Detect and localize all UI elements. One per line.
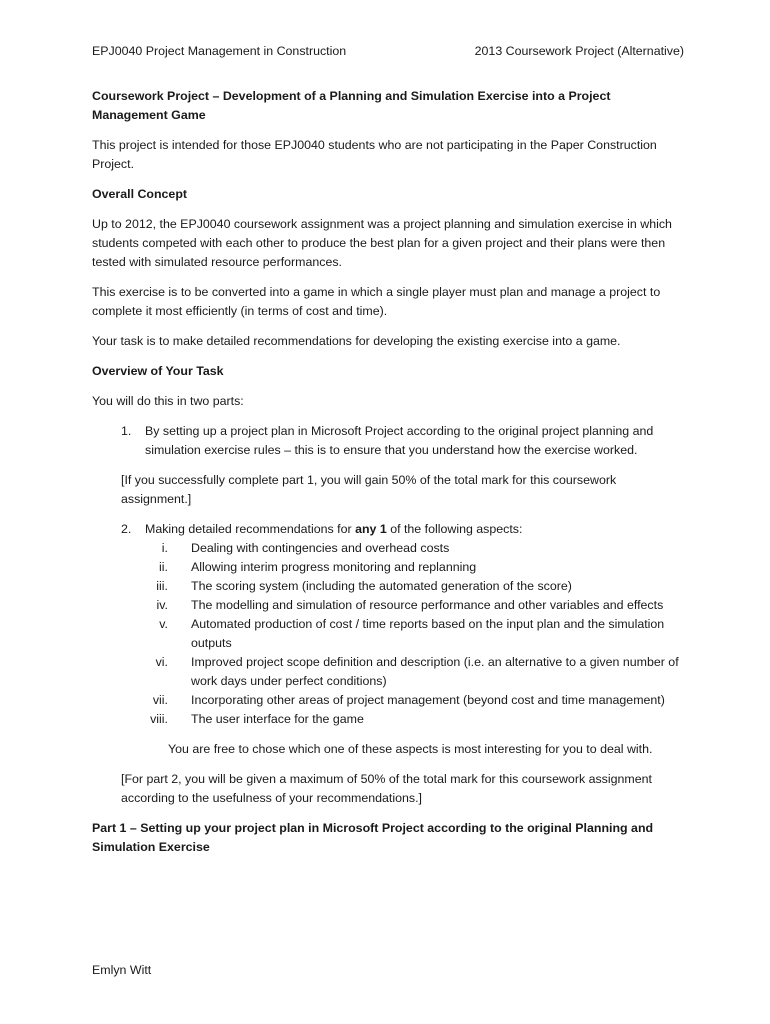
list-item-text: The modelling and simulation of resource performance and other variables and effects xyxy=(191,598,664,612)
list-item xyxy=(92,710,684,729)
concept-paragraph-3: Your task is to make detailed recommendations for developing the existing exercise into a game. xyxy=(92,334,621,348)
overview-heading: Overview of Your Task xyxy=(92,364,224,378)
part-2-text-before: Making detailed recommendations for xyxy=(145,522,356,536)
part-2-number: 2. xyxy=(121,522,132,536)
part-2-item xyxy=(92,520,684,539)
part-1-section-heading: Part 1 – Setting up your project plan in Microsoft Project according to the original Planning and Simulation Exercise xyxy=(92,821,654,854)
list-item-numeral: viii. xyxy=(150,712,168,726)
list-item-text: The scoring system (including the automated generation of the score) xyxy=(191,579,572,593)
overview-lead: You will do this in two parts: xyxy=(92,394,244,408)
list-item xyxy=(92,577,684,596)
part-2-note: [For part 2, you will be given a maximum of 50% of the total mark for this coursework assignment according to the usefulness of your recommendations.] xyxy=(121,772,652,805)
part-1-note: [If you successfully complete part 1, you will gain 50% of the total mark for this coursework assignment.] xyxy=(121,473,617,506)
list-item-numeral: i. xyxy=(161,541,168,555)
list-item xyxy=(92,691,684,710)
part-1-text: By setting up a project plan in Microsoft Project according to the original project planning and simulation exercise rules – this is to ensure that you understand how the exercise worked. xyxy=(145,424,654,457)
concept-paragraph-1: Up to 2012, the EPJ0040 coursework assignment was a project planning and simulation exercise in which students competed with each other to produce the best plan for a given project and their plans were then tested with simulated resource performances. xyxy=(92,217,672,269)
list-item-numeral: iv. xyxy=(156,598,168,612)
list-item xyxy=(92,653,684,691)
aspects-list xyxy=(92,539,684,729)
list-item-text: Automated production of cost / time reports based on the input plan and the simulation outputs xyxy=(191,617,665,650)
list-item-text: Allowing interim progress monitoring and replanning xyxy=(191,560,477,574)
intro-paragraph: This project is intended for those EPJ0040 students who are not participating in the Paper Construction Project. xyxy=(92,138,657,171)
list-item-text: The user interface for the game xyxy=(191,712,364,726)
list-item-numeral: vii. xyxy=(152,693,168,707)
free-choice-note: You are free to chose which one of these aspects is most interesting for you to deal with. xyxy=(168,742,653,756)
document-title: Coursework Project – Development of a Planning and Simulation Exercise into a Project Management Game xyxy=(92,89,611,122)
page-footer-author: Emlyn Witt xyxy=(92,963,152,977)
header-project-title: 2013 Coursework Project (Alternative) xyxy=(474,44,684,58)
list-item-text: Improved project scope definition and description (i.e. an alternative to a given number of work days under perfect conditions) xyxy=(191,655,679,688)
part-2-text-bold: any 1 xyxy=(355,522,387,536)
document-page xyxy=(92,42,684,868)
part-2-text-after: of the following aspects: xyxy=(386,522,523,536)
header-course-title: EPJ0040 Project Management in Construction xyxy=(92,44,347,58)
list-item-numeral: iii. xyxy=(156,579,168,593)
part-1-item xyxy=(92,422,684,460)
list-item-numeral: vi. xyxy=(155,655,168,669)
list-item xyxy=(92,558,684,577)
list-item xyxy=(92,539,684,558)
list-item-text: Incorporating other areas of project management (beyond cost and time management) xyxy=(191,693,665,707)
list-item xyxy=(92,615,684,653)
list-item-numeral: ii. xyxy=(159,560,168,574)
page-header xyxy=(92,42,684,61)
part-1-number: 1. xyxy=(121,424,132,438)
concept-paragraph-2: This exercise is to be converted into a game in which a single player must plan and manage a project to complete it most efficiently (in terms of cost and time). xyxy=(92,285,661,318)
list-item-numeral: v. xyxy=(159,617,168,631)
overall-concept-heading: Overall Concept xyxy=(92,187,188,201)
list-item-text: Dealing with contingencies and overhead costs xyxy=(191,541,450,555)
list-item xyxy=(92,596,684,615)
